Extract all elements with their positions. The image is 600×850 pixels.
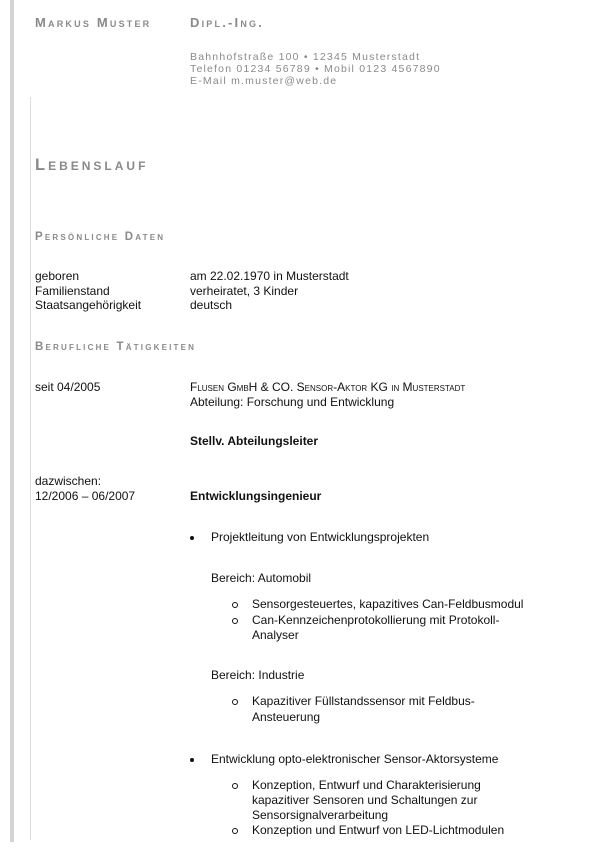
section-heading-career: Berufliche Tätigkeiten [35, 341, 197, 353]
bullet-circle-icon [232, 828, 238, 834]
bullet-circle-icon [232, 602, 238, 608]
job-period: seit 04/2005 [35, 380, 101, 394]
sub-bullet-item-continued: Sensorsignalverarbeitung [252, 808, 389, 822]
personal-value: verheiratet, 3 Kinder [190, 284, 299, 298]
bullet-item: Projektleitung von Entwicklungsprojekten [211, 530, 430, 544]
personal-label: Staatsangehörigkeit [35, 298, 142, 312]
sub-bullet-item-continued: Ansteuerung [252, 710, 321, 724]
left-inner-rule [30, 97, 31, 840]
academic-title: Dipl.-Ing. [190, 15, 265, 30]
bullet-circle-icon [232, 699, 238, 705]
sub-bullet-item: Konzeption, Entwurf und Charakterisierung [252, 778, 481, 792]
section-heading-personal: Persönliche Daten [35, 231, 166, 243]
job-position: Entwicklungsingenieur [190, 489, 322, 503]
job-period-label: dazwischen: [35, 474, 102, 488]
document-title: Lebenslauf [35, 156, 149, 174]
company-name: Flusen GmbH & CO. Sensor-Aktor KG in Musterstadt [190, 380, 466, 394]
bullet-circle-icon [232, 783, 238, 789]
address-line: Bahnhofstraße 100 • 12345 Musterstadt [190, 51, 421, 63]
phone-line: Telefon 01234 56789 • Mobil 0123 4567890 [190, 63, 441, 75]
sub-bullet-item: Sensorgesteuertes, kapazitives Can-Feldbusmodul [252, 597, 524, 611]
sub-bullet-item: Konzeption und Entwurf von LED-Lichtmodulen [252, 823, 505, 837]
bullet-item: Entwicklung opto-elektronischer Sensor-Aktorsysteme [211, 752, 499, 766]
sub-bullet-item: Kapazitiver Füllstandssensor mit Feldbus- [252, 694, 475, 708]
personal-label: geboren [35, 269, 80, 283]
left-margin-bar [10, 0, 14, 842]
bullet-circle-icon [232, 618, 238, 624]
bullet-disc-icon [190, 758, 194, 762]
sub-bullet-item-continued: Analyser [252, 628, 299, 642]
personal-value: deutsch [190, 298, 233, 312]
sub-bullet-item: Can-Kennzeichenprotokollierung mit Protokoll- [252, 613, 500, 627]
person-name: Markus Muster [35, 15, 152, 30]
personal-value: am 22.02.1970 in Musterstadt [190, 269, 349, 283]
personal-label: Familienstand [35, 284, 110, 298]
email-line: E-Mail m.muster@web.de [190, 75, 338, 87]
area-label: Bereich: Automobil [211, 571, 312, 585]
job-position: Stellv. Abteilungsleiter [190, 434, 319, 448]
sub-bullet-item-continued: kapazitiver Sensoren und Schaltungen zur [252, 793, 478, 807]
area-label: Bereich: Industrie [211, 668, 305, 682]
department: Abteilung: Forschung und Entwicklung [190, 395, 395, 409]
job-period: 12/2006 – 06/2007 [35, 489, 136, 503]
bullet-disc-icon [190, 536, 194, 540]
